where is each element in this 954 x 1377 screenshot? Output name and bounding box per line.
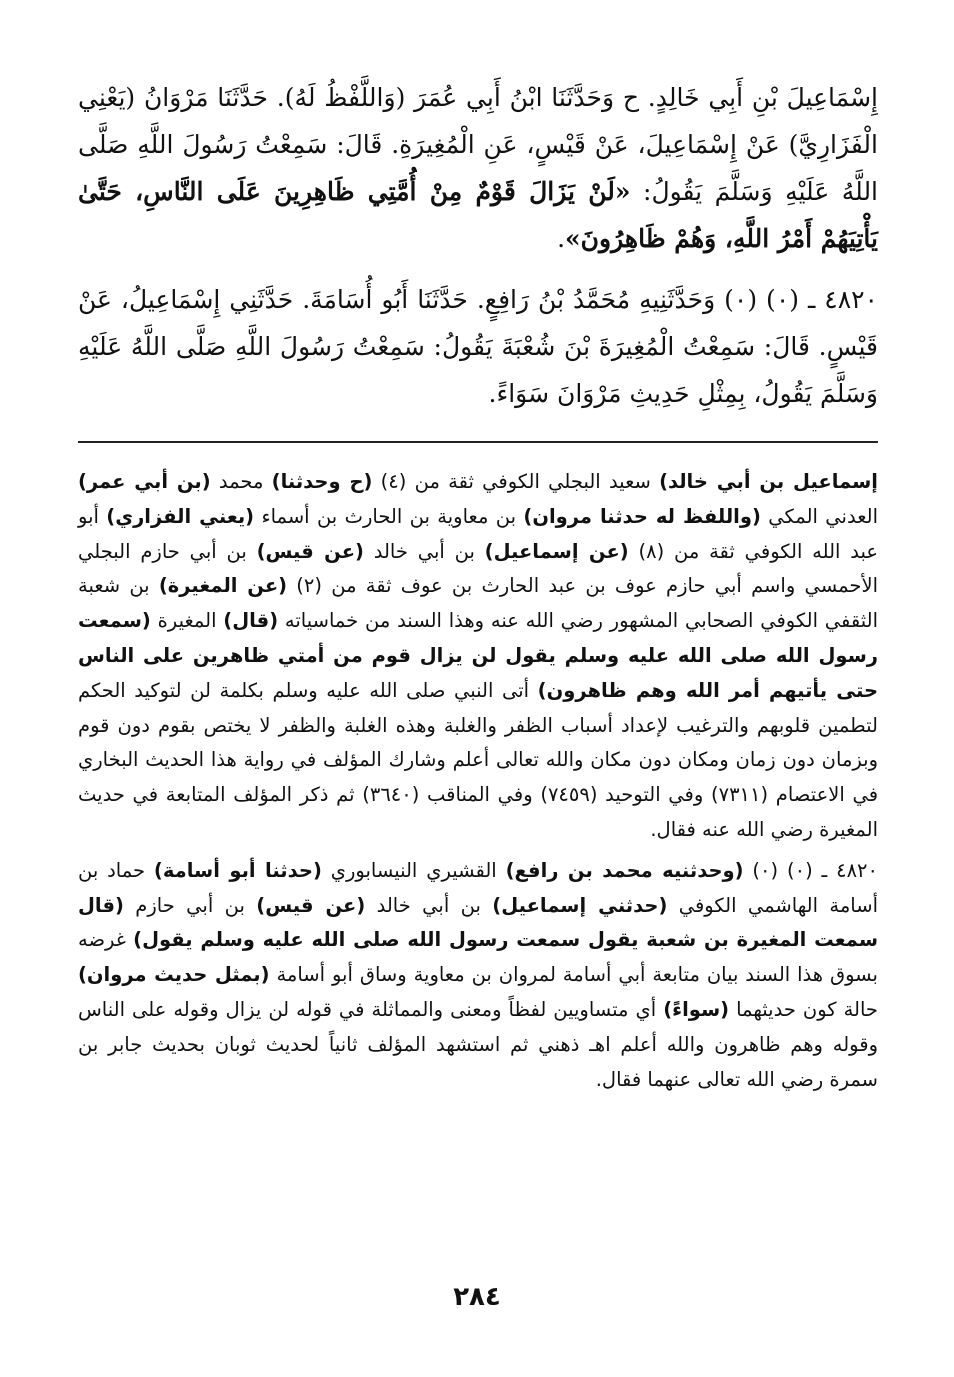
hadith-matn: «لَنْ يَزَالَ قَوْمٌ مِنْ أُمَّتِي ظَاهِرِينَ عَلَى النَّاسِ، حَتَّىٰ يَأْتِيَهُمْ أَمْرُ اللَّهِ، وَهُمْ ظَاهِرُونَ» xyxy=(78,177,878,253)
commentary-term: (عن إسماعيل) xyxy=(484,539,629,563)
commentary-term: (قال سمعت المغيرة بن شعبة يقول سمعت رسول الله صلى الله عليه وسلم يقول) xyxy=(78,893,878,952)
commentary-term: (حدثنا أبو أسامة) xyxy=(153,858,322,882)
commentary-term: (عن قيس) xyxy=(256,539,364,563)
commentary-term: (قال) xyxy=(223,609,279,633)
commentary-text-run: بن معاوية بن الحارث بن أسماء xyxy=(254,504,524,528)
commentary-text-run: بن شعبة الثقفي الكوفي الصحابي المشهور رضي الله عنه وهذا السند من خماسياته xyxy=(78,574,878,633)
commentary-text-run: سعيد البجلي الكوفي ثقة من (٤) xyxy=(372,470,660,493)
commentary-term: إسماعيل بن أبي خالد) xyxy=(659,470,878,493)
commentary-text-run: العدني المكي xyxy=(760,504,878,528)
commentary-text-run: أتى النبي صلى الله عليه وسلم بكلمة لن لتوكيد الحكم لتطمين قلوبهم والترغيب لإعداد أسباب الظفر والغلبة وهذه الغلبة والظفر لا يختص بقوم دون قوم وبزمان دون زمان ومكان دون مكان والله تعالى أعلم وشارك المؤلف في رواية هذا الحديث البخاري في الاعتصام (٧٣١١) وفي التوحيد (٧٤٥٩) وفي المناقب (٣٦٤٠) ثم ذكر المؤلف المتابعة في حديث المغيرة رضي الله عنه فقال. xyxy=(78,678,879,841)
commentary-text-run: بن أبي حازم البجلي الأحمسي واسم أبي حازم عوف بن عبد الحارث بن عوف ثقة من (٢) xyxy=(78,539,878,598)
commentary-paragraph-2 xyxy=(78,854,878,1098)
commentary-term: (حدثني إسماعيل) xyxy=(492,893,668,917)
book-page xyxy=(78,74,878,1103)
commentary-term: (يعني الفزاري) xyxy=(106,504,255,528)
commentary-term: (واللفظ له حدثنا مروان) xyxy=(523,504,761,528)
footnote-separator xyxy=(78,441,878,443)
commentary-text-run: حالة كون حديثهما xyxy=(729,997,878,1021)
commentary-text-run: بن أبي خالد xyxy=(363,539,485,563)
commentary-text-run: حماد بن أسامة الهاشمي الكوفي xyxy=(78,858,879,917)
commentary-term: (بمثل حديث مروان) xyxy=(78,963,270,987)
commentary-text xyxy=(78,465,878,1097)
commentary-term: (سواءً) xyxy=(663,997,730,1021)
commentary-paragraph-1 xyxy=(78,465,878,848)
hadith-isnad: إِسْمَاعِيلَ بْنِ أَبِي خَالِدٍ. ح وَحَدَّثَنَا ابْنُ أَبِي عُمَرَ (وَاللَّفْظُ لَهُ). حَدَّثَنَا مَرْوَانُ (يَعْنِي الْفَزَارِيَّ) عَنْ إِسْمَاعِيلَ، عَنْ قَيْسٍ، عَنِ الْمُغِيرَةِ. قَالَ: سَمِعْتُ رَسُولَ اللَّهِ صَلَّى اللَّهُ عَلَيْهِ وَسَلَّمَ يَقُولُ: xyxy=(78,83,879,206)
hadith-paragraph-4820: ٤٨٢٠ ـ (٠) (٠) وَحَدَّثَنِيهِ مُحَمَّدُ بْنُ رَافِعٍ. حَدَّثَنَا أَبُو أُسَامَةَ. حَدَّثَنِي إِسْمَاعِيلُ، عَنْ قَيْسٍ. قَالَ: سَمِعْتُ الْمُغِيرَةَ بْنَ شُعْبَةَ يَقُولُ: سَمِعْتُ رَسُولَ اللَّهِ صَلَّى اللَّهُ عَلَيْهِ وَسَلَّمَ يَقُولُ، بِمِثْلِ حَدِيثِ مَرْوَانَ سَوَاءً. xyxy=(78,285,878,408)
commentary-hadith-number: ٤٨٢٠ ـ (٠) (٠) xyxy=(743,858,879,882)
commentary-text-run: بن أبي حازم xyxy=(123,893,257,917)
hadith-text xyxy=(78,74,878,417)
commentary-text-run: أبو عبد الله الكوفي ثقة من (٨) xyxy=(78,504,878,563)
commentary-term: (ح وحدثنا) xyxy=(271,470,373,493)
commentary-term: (عن المغيرة) xyxy=(158,574,288,598)
commentary-term: (بن أبي عمر) xyxy=(78,470,211,493)
hadith-paragraph-4819 xyxy=(78,74,878,262)
commentary-term: (وحدثنيه محمد بن رافع) xyxy=(505,858,744,882)
commentary-text-run: بن أبي خالد xyxy=(365,893,493,917)
commentary-text-run: المغيرة xyxy=(150,609,224,633)
commentary-term: (سمعت رسول الله صلى الله عليه وسلم يقول لن يزال قوم من أمتي ظاهرين على الناس حتى يأتيهم أمر الله وهم ظاهرون) xyxy=(78,609,878,702)
commentary-text-run: القشيري النيسابوري xyxy=(321,858,506,882)
commentary-text-run: أي متساويين لفظاً ومعنى والمماثلة في قوله لن يزال وقوله على الناس وقوله وهم ظاهرون والله أعلم اهـ ذهني ثم استشهد المؤلف ثانياً لحديث ثوبان بحديث جابر بن سمرة رضي الله تعالى عنهما فقال. xyxy=(78,997,878,1091)
page-number: ٢٨٤ xyxy=(453,1282,501,1312)
hadith-end-mark: . xyxy=(557,224,566,253)
commentary-term: (عن قيس) xyxy=(256,893,366,917)
commentary-text-run: محمد xyxy=(210,470,272,493)
commentary-text-run: غرضه بسوق هذا السند بيان متابعة أبي أسامة لمروان بن معاوية وساق أبو أسامة xyxy=(78,928,878,987)
